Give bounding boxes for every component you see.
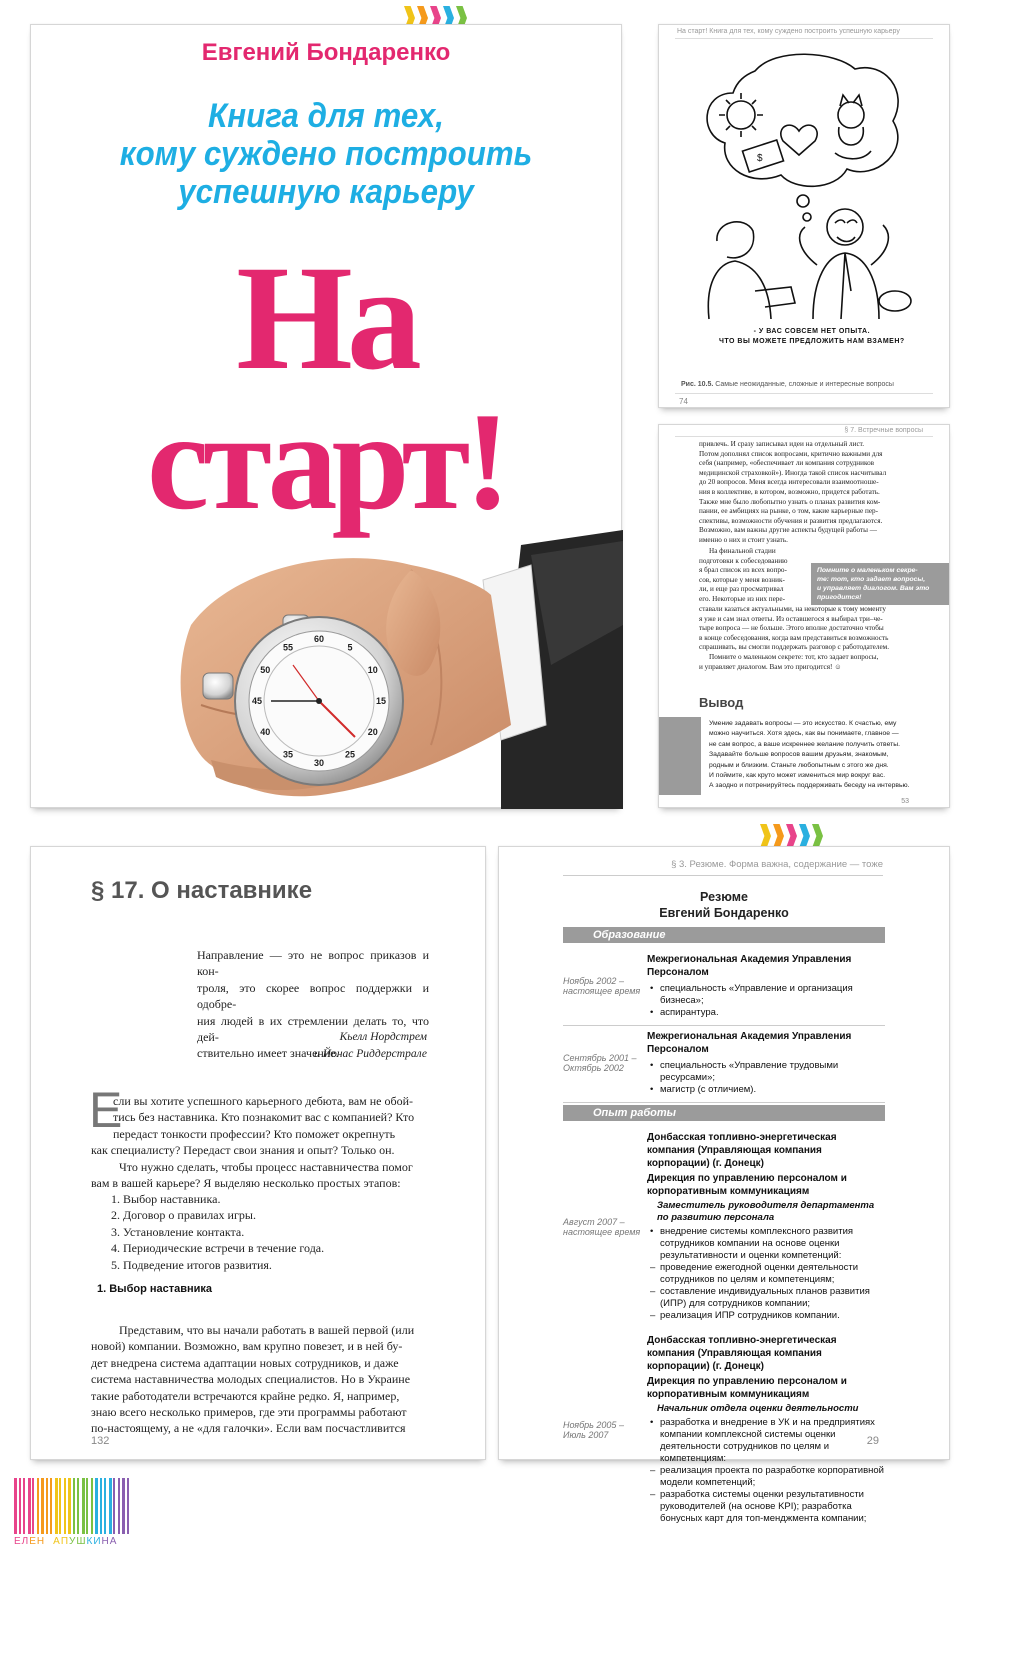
department: Дирекция по управлению персоналом и корпоративным коммуникациям <box>647 1173 847 1197</box>
cover-subtitle: Книга для тех, кому суждено построить успешную карьеру <box>119 97 533 211</box>
logo-bar <box>82 1478 85 1534</box>
section-experience: Опыт работы <box>563 1105 885 1121</box>
logo-letter: Н <box>101 1536 110 1547</box>
conclusion-box: Умение задавать вопросы — это искусство. К счастью, ему можно научиться. Хотя здесь, как вы понимаете, главное — не сам вопрос, а ваше искреннее желание получить ответы. Задавайте больше вопросов вашим друзьям, знакомым, родным и близким. Станьте любопытным с этого же дня. И поймите, как круто может измениться мир вокруг вас. А заодно и потренируйтесь поддерживать беседу на интервью. <box>659 717 951 797</box>
list-item: – разработка системы оценки результативности руководителей (на основе KPI); разработка бонусных карт для топ-менджмента компании; <box>647 1489 885 1525</box>
logo-bar <box>37 1478 39 1534</box>
dial-number: 15 <box>375 696 387 706</box>
body-paragraph-3: ставали казаться актуальными, на некоторые к тому моменту я уже и сам знал ответы. Из оставшегося я выбирал три–че- тыре вопроса — не больше. Этого вполне достаточно чтобы в конце собеседования, когда вам представиться возможность спрашивать, вы смогли поддержать разговор с работодателем. Помните о маленьком секрете: тот, кто задает вопросы, и управляет диалогом. Вам это пригодится! ☺ <box>699 605 889 671</box>
resume-entry <box>647 1131 885 1322</box>
cartoon-illustration <box>695 51 915 319</box>
designer-logo <box>14 1478 134 1550</box>
dial-number: 45 <box>251 696 263 706</box>
detail-list <box>647 1060 885 1096</box>
dial-number: 50 <box>260 665 271 675</box>
dial-number: 40 <box>260 727 271 737</box>
list-item: – реализация ИПР сотрудников компании. <box>647 1310 885 1322</box>
resume-row <box>563 1127 885 1330</box>
resume-date: Ноябрь 2005 – Июль 2007 <box>563 1419 624 1440</box>
epigraph-author: Кьелл Нордстрем и Йонас Риддерстрале <box>314 1031 427 1060</box>
logo-letter: Е <box>29 1536 37 1547</box>
page-53 <box>658 424 950 808</box>
resume-body <box>563 927 885 1533</box>
list-item: – составление индивидуальных планов развития (ИПР) для сотрудников компании; <box>647 1286 885 1310</box>
list-item: 1. Выбор наставника. <box>111 1192 221 1206</box>
conclusion-heading: Вывод <box>699 695 744 710</box>
detail-list <box>647 983 885 1019</box>
position: Начальник отдела оценки деятельности <box>657 1403 859 1414</box>
logo-bar <box>32 1478 34 1534</box>
svg-text:$: $ <box>757 153 763 164</box>
logo-letter: Л <box>21 1536 30 1547</box>
detail-list <box>647 1417 885 1525</box>
list-item: 3. Установление контакта. <box>111 1224 245 1239</box>
list-item: – проведение ежегодной оценки деятельности сотрудников по целям и компетенциям; <box>647 1262 885 1286</box>
section-education: Образование <box>563 927 885 943</box>
book-cover <box>30 24 622 808</box>
resume-entry <box>647 953 885 1019</box>
logo-letter: Е <box>14 1536 22 1547</box>
logo-bar <box>41 1478 44 1534</box>
logo-bar <box>122 1478 125 1534</box>
resume-row <box>563 1330 885 1533</box>
logo-bar <box>113 1478 115 1534</box>
hand-stopwatch-illustration <box>31 25 623 809</box>
organization: Межрегиональная Академия Управления Персоналом <box>647 1031 852 1055</box>
list-item: • внедрение системы комплексного развития сотрудников компании на основе оценки результативности и оценки компетенций: <box>647 1226 885 1262</box>
logo-letter: У <box>69 1536 77 1547</box>
cover-title-line-2: старт! <box>146 384 506 539</box>
logo-bar <box>59 1478 61 1534</box>
organization: Донбасская топливно-энергетическая компания (Управляющая компания корпорации) (г. Донецк) <box>647 1335 837 1372</box>
department: Дирекция по управлению персоналом и корпоративным коммуникациям <box>647 1376 847 1400</box>
logo-letter: К <box>86 1536 94 1547</box>
logo-bar <box>23 1478 25 1534</box>
running-head: На старт! Книга для тех, кому суждено построить успешную карьеру <box>677 28 900 35</box>
running-head: § 3. Резюме. Форма важна, содержание — тоже <box>671 859 883 870</box>
chapter-heading: § 17. О наставнике <box>91 877 313 904</box>
logo-bar <box>64 1478 66 1534</box>
organization: Межрегиональная Академия Управления Персоналом <box>647 954 852 978</box>
position: Заместитель руководителя департамента по развитию персонала <box>657 1200 875 1223</box>
dial-number: 20 <box>367 727 378 737</box>
running-head: § 7. Встречные вопросы <box>844 427 923 434</box>
resume-title: Резюме Евгений Бондаренко <box>659 890 789 920</box>
resume-entry <box>647 1030 885 1096</box>
dial-number: 55 <box>282 642 294 653</box>
logo-bar <box>28 1478 31 1534</box>
dropcap: Е <box>89 1082 123 1138</box>
cartoon-caption: - У ВАС СОВСЕМ НЕТ ОПЫТА. ЧТО ВЫ МОЖЕТЕ ПРЕДЛОЖИТЬ НАМ ВЗАМЕН? <box>719 328 905 345</box>
list-item: • аспирантура. <box>647 1007 885 1019</box>
resume-date: Август 2007 – настоящее время <box>563 1216 641 1237</box>
list-item: 4. Периодические встречи в течение года. <box>111 1241 325 1256</box>
subheading: 1. Выбор наставника <box>97 1283 213 1295</box>
logo-letter: А <box>109 1536 118 1547</box>
dial-number: 25 <box>344 749 356 760</box>
body-paragraph: Представим, что вы начали работать в вашей первой (или новой) компании. Возможно, вам крупно повезет, и в ней бу- дет внедрена система адаптации новых сотрудников, и даже система наставничества молодых специалистов. Но в Украине такие работодатели встречаются крайне редко. Я, например, знаю всего несколько примеров, где эти программы работают по-настоящему, а не «для галочки». Если вам посчастливится <box>91 1323 415 1436</box>
detail-list <box>647 1226 885 1322</box>
cover-title-line-1: На <box>236 235 416 401</box>
dial-number: 30 <box>313 758 325 768</box>
steps-list <box>111 1191 324 1273</box>
logo-letter: А <box>53 1536 61 1547</box>
resume-row <box>563 949 885 1026</box>
logo-letter: Н <box>36 1536 46 1547</box>
logo-bar <box>14 1478 17 1534</box>
logo-bar <box>100 1478 102 1534</box>
page-132 <box>30 846 486 1460</box>
list-item: 5. Подведение итогов развития. <box>111 1257 272 1272</box>
page-74 <box>658 24 950 408</box>
logo-bar <box>55 1478 58 1534</box>
logo-bar <box>104 1478 106 1534</box>
page-number: 29 <box>866 1435 879 1447</box>
logo-bar <box>73 1478 75 1534</box>
dial-number: 60 <box>313 634 325 644</box>
logo-bar <box>68 1478 71 1534</box>
logo-bar <box>19 1478 21 1534</box>
body-paragraph-1: привлечь. И сразу записывал идеи на отдельный лист. Потом дополнял список вопросами, критично важными для себя (например, «обеспечивает ли компания сотрудников медицинской страховкой»). Иногда такой список насчитывал до 20 вопросов. Меня всегда интересовали взаимоотноше- ния в коллективе, в котором, возможно, придется работать. Также мне было любопытно узнать о планах развития ком- пании, ее амбициях на рынке, о том, какие карьерные пер- спективы, возможности обучения и развития предлагаются. Возможно, вам важны другие аспекты будущей работы — именно о них и стоит узнать. <box>699 440 887 544</box>
logo-bar <box>95 1478 98 1534</box>
figure-caption: Рис. 10.5. Самые неожиданные, сложные и интересные вопросы <box>681 381 894 388</box>
logo-bar <box>46 1478 48 1534</box>
page-29 <box>498 846 950 1524</box>
intro-paragraph: сли вы хотите успешного карьерного дебюта, вам не обой- тись без наставника. Кто познакомит вас с компанией? Кто передаст тонкости профессии? Кто поможет окрепнуть как специалисту? Передаст свои знания и опыт? Только он. Что нужно сделать, чтобы процесс наставничества помог вам в вашей карьере? Я выделяю несколько простых этапов: <box>91 1094 415 1191</box>
organization: Донбасская топливно-энергетическая компания (Управляющая компания корпорации) (г. Донецк) <box>647 1132 837 1169</box>
resume-date: Сентябрь 2001 – Октябрь 2002 <box>563 1053 637 1073</box>
resume-entry <box>647 1334 885 1525</box>
logo-bar <box>118 1478 120 1534</box>
dial-number: 5 <box>347 642 353 653</box>
logo-bar <box>109 1478 112 1534</box>
resume-date: Ноябрь 2002 – настоящее время <box>563 976 641 996</box>
resume-row <box>563 1026 885 1103</box>
page-number: 53 <box>901 798 909 805</box>
dial-number: 10 <box>367 665 378 675</box>
list-item: • магистр (с отличием). <box>647 1084 885 1096</box>
logo-letter: П <box>60 1536 69 1547</box>
callout-box: Помните о маленьком секре- те: тот, кто задает вопросы, и управляет диалогом. Вам это пригодится! <box>811 563 949 605</box>
chevron-logo-icon <box>760 824 825 848</box>
page-number: 74 <box>679 397 688 406</box>
logo-letter: И <box>93 1536 102 1547</box>
list-item: • разработка и внедрение в УК и на предприятиях компании комплексной системы оценки деятельности сотрудников по целям и компетенциям: <box>647 1417 885 1465</box>
logo-bar <box>77 1478 79 1534</box>
logo-bar <box>86 1478 88 1534</box>
epigraph: Направление — это не вопрос приказов и кон- троля, это скорее вопрос поддержки и одобре- ния людей в их стремлении делать то, что дей- ствительно имеет значение. <box>197 948 429 1061</box>
cover-author: Евгений Бондаренко <box>201 39 451 66</box>
body-paragraph-2: На финальной стадии подготовки к собеседованию я брал список из всех вопро- сов, которые у меня возник- ли, и еще раз просматривал его. Некоторые из них пере- <box>699 547 788 603</box>
logo-bar <box>50 1478 52 1534</box>
list-item: • специальность «Управление и организация бизнеса»; <box>647 983 885 1007</box>
list-item: 2. Договор о правилах игры. <box>111 1208 256 1223</box>
list-item: • специальность «Управление трудовыми ресурсами»; <box>647 1060 885 1084</box>
dial-number: 35 <box>282 749 294 760</box>
logo-bar <box>127 1478 129 1534</box>
logo-letter: Ш <box>76 1536 87 1547</box>
list-item: – реализация проекта по разработке корпоративной модели компетенций; <box>647 1465 885 1489</box>
logo-bar <box>91 1478 93 1534</box>
page-number: 132 <box>91 1435 110 1447</box>
